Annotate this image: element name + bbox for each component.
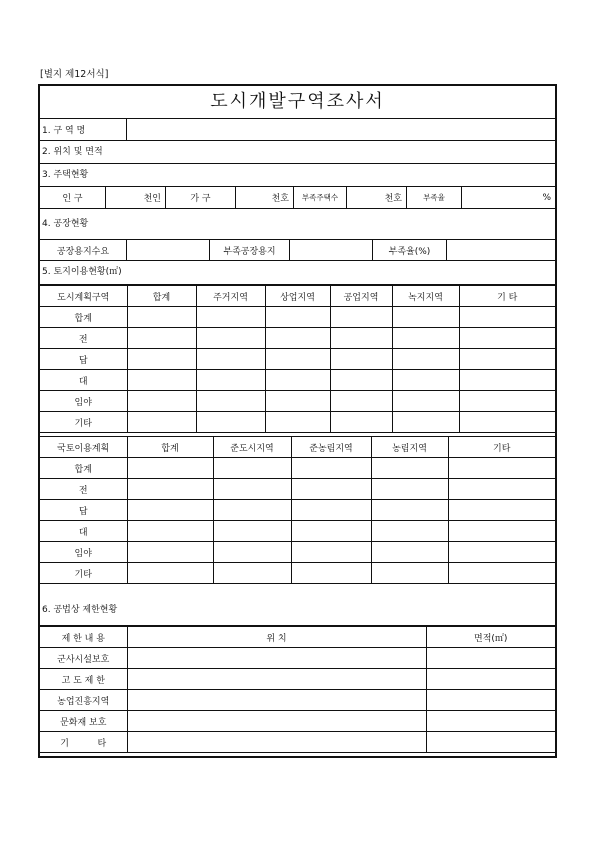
- table-row: [40, 563, 555, 584]
- housing-section-header: [40, 164, 555, 187]
- row-label: 기타: [40, 412, 127, 433]
- urban-plan-header-cell: 주거지역: [196, 286, 265, 307]
- input-cell[interactable]: [371, 458, 448, 479]
- row-label: 임야: [40, 391, 127, 412]
- restriction-section-header: [40, 586, 555, 626]
- input-cell[interactable]: [213, 479, 291, 500]
- district-name-label: 1. 구 역 명: [40, 118, 127, 140]
- input-cell[interactable]: [330, 391, 392, 412]
- table-row: [40, 328, 555, 349]
- input-cell[interactable]: [127, 732, 426, 753]
- input-cell[interactable]: [371, 563, 448, 584]
- restriction-header-cell: 위 치: [127, 627, 426, 648]
- input-cell[interactable]: [291, 542, 371, 563]
- input-cell[interactable]: [127, 328, 196, 349]
- input-cell[interactable]: [392, 307, 459, 328]
- input-cell[interactable]: [330, 412, 392, 433]
- input-cell[interactable]: [213, 563, 291, 584]
- row-label: 합계: [40, 307, 127, 328]
- input-cell[interactable]: [127, 690, 426, 711]
- input-cell[interactable]: [196, 412, 265, 433]
- table-row: [40, 458, 555, 479]
- table-row: [40, 690, 555, 711]
- table-row: [40, 542, 555, 563]
- input-cell[interactable]: [291, 563, 371, 584]
- urban-plan-header-cell: 공업지역: [330, 286, 392, 307]
- population-unit: 천인: [143, 194, 161, 204]
- restriction-header-row: [40, 627, 555, 648]
- shortage-rate-unit: %: [542, 192, 551, 203]
- input-cell[interactable]: [265, 412, 330, 433]
- table-row: [40, 391, 555, 412]
- input-cell[interactable]: [127, 479, 213, 500]
- input-cell[interactable]: [127, 500, 213, 521]
- households-field[interactable]: [236, 187, 294, 208]
- input-cell[interactable]: [291, 500, 371, 521]
- table-row: [40, 711, 555, 732]
- input-cell[interactable]: [127, 542, 213, 563]
- input-cell[interactable]: [371, 479, 448, 500]
- input-cell[interactable]: [127, 563, 213, 584]
- input-cell[interactable]: [448, 521, 555, 542]
- input-cell[interactable]: [127, 669, 426, 690]
- input-cell[interactable]: [392, 412, 459, 433]
- national-plan-header-cell: 기타: [448, 437, 555, 458]
- input-cell[interactable]: [127, 412, 196, 433]
- households-label: 가 구: [166, 187, 236, 208]
- factory-rate-field[interactable]: [447, 240, 555, 260]
- table-row: [40, 479, 555, 500]
- factory-rate-label: 부족율(%): [373, 240, 447, 260]
- location-area-label: 2. 위치 및 면적: [42, 147, 103, 157]
- input-cell[interactable]: [127, 391, 196, 412]
- input-cell[interactable]: [291, 521, 371, 542]
- input-cell[interactable]: [196, 391, 265, 412]
- urban-plan-header-cell: 도시계획구역: [40, 286, 127, 307]
- district-name-field[interactable]: [127, 118, 555, 140]
- input-cell[interactable]: [392, 370, 459, 391]
- row-label: 기타: [40, 563, 127, 584]
- factory-shortage-label: 부족공장용지: [210, 240, 290, 260]
- table-row: [40, 412, 555, 433]
- shortage-rate-label: 부족율: [407, 187, 462, 208]
- urban-plan-header-cell: 녹지지역: [392, 286, 459, 307]
- row-label: 합계: [40, 458, 127, 479]
- urban-plan-header-cell: 상업지역: [265, 286, 330, 307]
- restriction-section-label: 6. 공법상 제한현황: [42, 605, 118, 615]
- input-cell[interactable]: [265, 328, 330, 349]
- population-field[interactable]: [106, 187, 166, 208]
- row-label: 대: [40, 521, 127, 542]
- landuse-section-label: 5. 토지이용현황(㎡): [42, 267, 122, 277]
- national-plan-header-cell: 합계: [127, 437, 213, 458]
- table-row: [40, 669, 555, 690]
- row-label: 고 도 제 한: [40, 669, 127, 690]
- input-cell[interactable]: [448, 479, 555, 500]
- input-cell[interactable]: [371, 521, 448, 542]
- input-cell[interactable]: [127, 370, 196, 391]
- input-cell[interactable]: [127, 648, 426, 669]
- row-label: 임야: [40, 542, 127, 563]
- factory-shortage-field[interactable]: [290, 240, 373, 260]
- row-label: 문화재 보호: [40, 711, 127, 732]
- input-cell[interactable]: [426, 669, 555, 690]
- input-cell[interactable]: [196, 349, 265, 370]
- population-label: 인 구: [40, 187, 106, 208]
- input-cell[interactable]: [459, 307, 555, 328]
- input-cell[interactable]: [448, 500, 555, 521]
- row-label: 답: [40, 500, 127, 521]
- housing-row: [40, 187, 555, 209]
- national-plan-header-row: [40, 437, 555, 458]
- restriction-table: [40, 626, 555, 753]
- input-cell[interactable]: [265, 349, 330, 370]
- table-row: [40, 732, 555, 753]
- housing-shortage-field[interactable]: [347, 187, 407, 208]
- input-cell[interactable]: [371, 542, 448, 563]
- table-row: [40, 307, 555, 328]
- households-unit: 천호: [271, 194, 289, 204]
- input-cell[interactable]: [127, 349, 196, 370]
- national-plan-header-cell: 농림지역: [371, 437, 448, 458]
- input-cell[interactable]: [291, 479, 371, 500]
- input-cell[interactable]: [265, 370, 330, 391]
- urban-plan-header-cell: 합계: [127, 286, 196, 307]
- input-cell[interactable]: [371, 500, 448, 521]
- factory-row: [40, 240, 555, 261]
- input-cell[interactable]: [459, 370, 555, 391]
- input-cell[interactable]: [196, 370, 265, 391]
- table-row: [40, 648, 555, 669]
- urban-plan-table: [40, 285, 555, 433]
- table-row: [40, 349, 555, 370]
- factory-section-label: 4. 공장현황: [42, 219, 89, 229]
- restriction-header-cell: 제 한 내 용: [40, 627, 127, 648]
- shortage-rate-field[interactable]: [462, 187, 555, 208]
- input-cell[interactable]: [127, 521, 213, 542]
- urban-plan-header-cell: 기 타: [459, 286, 555, 307]
- survey-form: [38, 84, 557, 758]
- input-cell[interactable]: [392, 391, 459, 412]
- input-cell[interactable]: [459, 349, 555, 370]
- input-cell[interactable]: [426, 711, 555, 732]
- input-cell[interactable]: [330, 370, 392, 391]
- location-area-row[interactable]: [40, 141, 555, 164]
- input-cell[interactable]: [213, 458, 291, 479]
- input-cell[interactable]: [448, 542, 555, 563]
- table-row: [40, 521, 555, 542]
- national-plan-header-cell: 준농림지역: [291, 437, 371, 458]
- input-cell[interactable]: [426, 732, 555, 753]
- row-label: 전: [40, 479, 127, 500]
- national-plan-header-cell: 준도시지역: [213, 437, 291, 458]
- urban-plan-header-row: [40, 286, 555, 307]
- district-name-row: [40, 118, 555, 141]
- input-cell[interactable]: [213, 521, 291, 542]
- input-cell[interactable]: [426, 648, 555, 669]
- form-number-caption: [별지 제12서식]: [40, 69, 109, 80]
- input-cell[interactable]: [213, 542, 291, 563]
- input-cell[interactable]: [330, 349, 392, 370]
- input-cell[interactable]: [392, 349, 459, 370]
- housing-shortage-label: 부족주택수: [294, 187, 347, 208]
- input-cell[interactable]: [330, 307, 392, 328]
- factory-demand-label: 공장용지수요: [40, 240, 127, 260]
- input-cell[interactable]: [127, 458, 213, 479]
- national-plan-header-cell: 국토이용계획: [40, 437, 127, 458]
- row-label: 답: [40, 349, 127, 370]
- input-cell[interactable]: [448, 563, 555, 584]
- input-cell[interactable]: [459, 391, 555, 412]
- row-label: 기 타: [40, 732, 127, 753]
- input-cell[interactable]: [291, 458, 371, 479]
- input-cell[interactable]: [330, 328, 392, 349]
- row-label: 전: [40, 328, 127, 349]
- input-cell[interactable]: [127, 307, 196, 328]
- table-row: [40, 370, 555, 391]
- landuse-section-header: [40, 261, 555, 285]
- table-row: [40, 500, 555, 521]
- input-cell[interactable]: [426, 690, 555, 711]
- row-label: 농업진흥지역: [40, 690, 127, 711]
- input-cell[interactable]: [392, 328, 459, 349]
- input-cell[interactable]: [196, 328, 265, 349]
- input-cell[interactable]: [459, 328, 555, 349]
- input-cell[interactable]: [127, 711, 426, 732]
- factory-section-header: [40, 209, 555, 240]
- input-cell[interactable]: [265, 307, 330, 328]
- input-cell[interactable]: [213, 500, 291, 521]
- restriction-header-cell: 면적(㎡): [426, 627, 555, 648]
- factory-demand-field[interactable]: [127, 240, 210, 260]
- form-title: 도시개발구역조사서: [40, 86, 555, 119]
- row-label: 군사시설보호: [40, 648, 127, 669]
- input-cell[interactable]: [265, 391, 330, 412]
- housing-shortage-unit: 천호: [384, 194, 402, 204]
- input-cell[interactable]: [196, 307, 265, 328]
- row-label: 대: [40, 370, 127, 391]
- national-plan-table: [40, 436, 555, 584]
- input-cell[interactable]: [459, 412, 555, 433]
- input-cell[interactable]: [448, 458, 555, 479]
- housing-section-label: 3. 주택현황: [42, 170, 89, 180]
